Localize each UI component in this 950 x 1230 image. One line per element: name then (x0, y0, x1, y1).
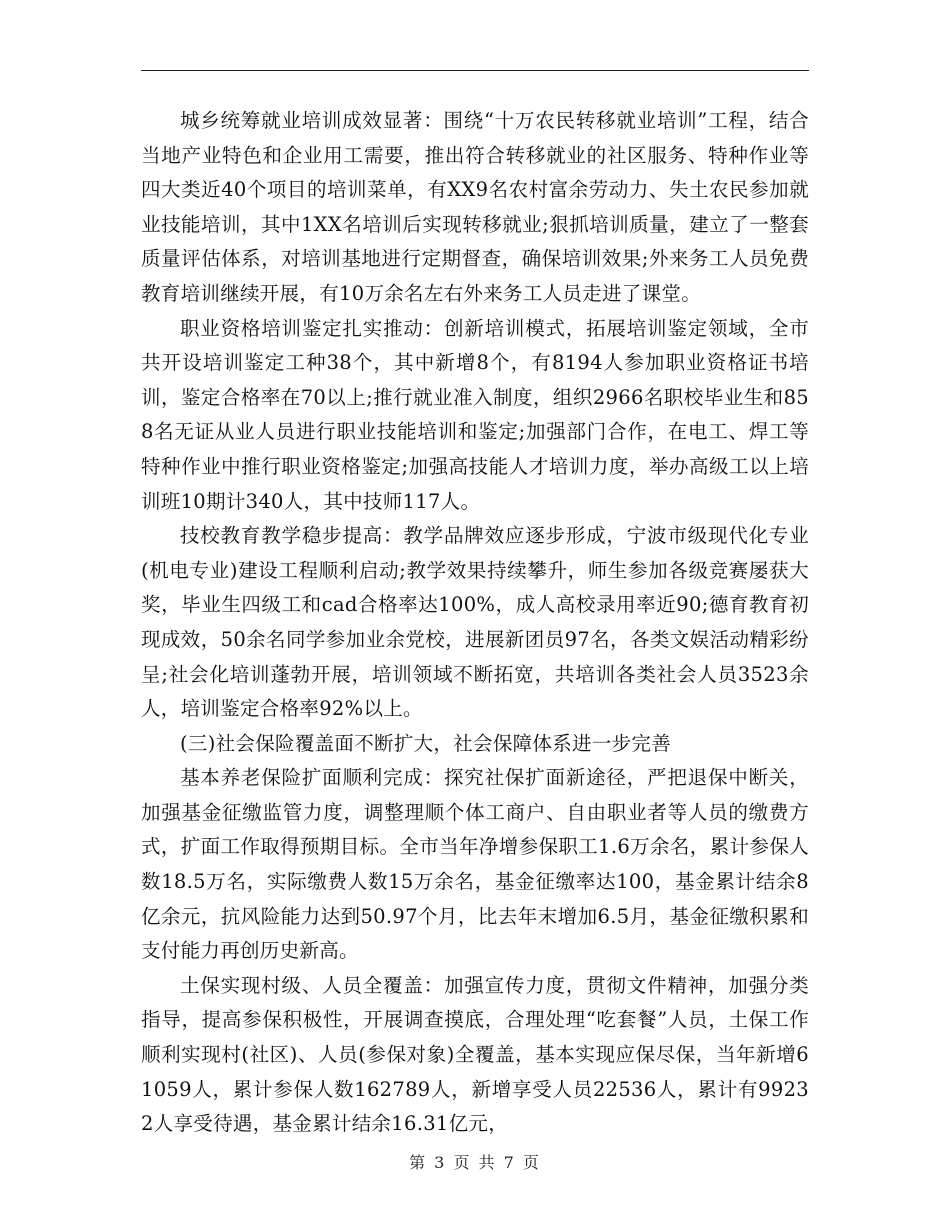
paragraph-vocational-qualification: 职业资格培训鉴定扎实推动：创新培训模式，拓展培训鉴定领域，全市共开设培训鉴定工种38个，其中新增8个，有8194人参加职业资格证书培训，鉴定合格率在70以上;推行就业准入制度，组织2966名职校毕业生和858名无证从业人员进行职业技能培训和鉴定;加强部门合作，在电工、焊工等特种作业中推行职业资格鉴定;加强高技能人才培训力度，举办高级工以上培训班10期计340人，其中技师117人。 (141, 316, 809, 513)
paragraph-rural-training: 城乡统筹就业培训成效显著：围绕“十万农民转移就业培训”工程，结合当地产业特色和企业用工需要，推出符合转移就业的社区服务、特种作业等四大类近40个项目的培训菜单，有XX9名农村富余劳动力、失土农民参加就业技能培训，其中1XX名培训后实现转移就业;狠抓培训质量，建立了一整套质量评估体系，对培训基地进行定期督查，确保培训效果;外来务工人员免费教育培训继续开展，有10万余名左右外来务工人员走进了课堂。 (141, 109, 809, 305)
page-number-footer: 第 3 页 共 7 页 (409, 1153, 541, 1172)
section-heading-social-insurance: (三)社会保险覆盖面不断扩大，社会保障体系进一步完善 (180, 731, 672, 755)
paragraph-pension-insurance: 基本养老保险扩面顺利完成：探究社保扩面新途径，严把退保中断关，加强基金征缴监管力度，调整理顺个体工商户、自由职业者等人员的缴费方式，扩面工作取得预期目标。全市当年净增参保职工1.6万余名，累计参保人数18.5万名，实际缴费人数15万余名，基金征缴率达100，基金累计结余8亿余元，抗风险能力达到50.97个月，比去年末增加6.5月，基金征缴积累和支付能力再创历史新高。 (141, 766, 809, 963)
paragraph-land-insurance: 土保实现村级、人员全覆盖：加强宣传力度，贯彻文件精神，加强分类指导，提高参保积极性，开展调查摸底，合理处理“吃套餐”人员，土保工作顺利实现村(社区)、人员(参保对象)全覆盖，基本实现应保尽保，当年新增61059人，累计参保人数162789人，新增享受人员22536人，累计有99232人享受待遇，基金累计结余16.31亿元， (141, 973, 809, 1136)
paragraph-technical-school: 技校教育教学稳步提高：教学品牌效应逐步形成，宁波市级现代化专业(机电专业)建设工程顺利启动;教学效果持续攀升，师生参加各级竞赛屡获大奖，毕业生四级工和cad合格率达100%，成人高校录用率近90;德育教育初现成效，50余名同学参加业余党校，进展新团员97名，各类文娱活动精彩纷呈;社会化培训蓬勃开展，培训领域不断拓宽，共培训各类社会人员3523余人，培训鉴定合格率92%以上。 (141, 524, 809, 721)
header-rule (141, 70, 809, 71)
document-body (141, 104, 809, 1142)
